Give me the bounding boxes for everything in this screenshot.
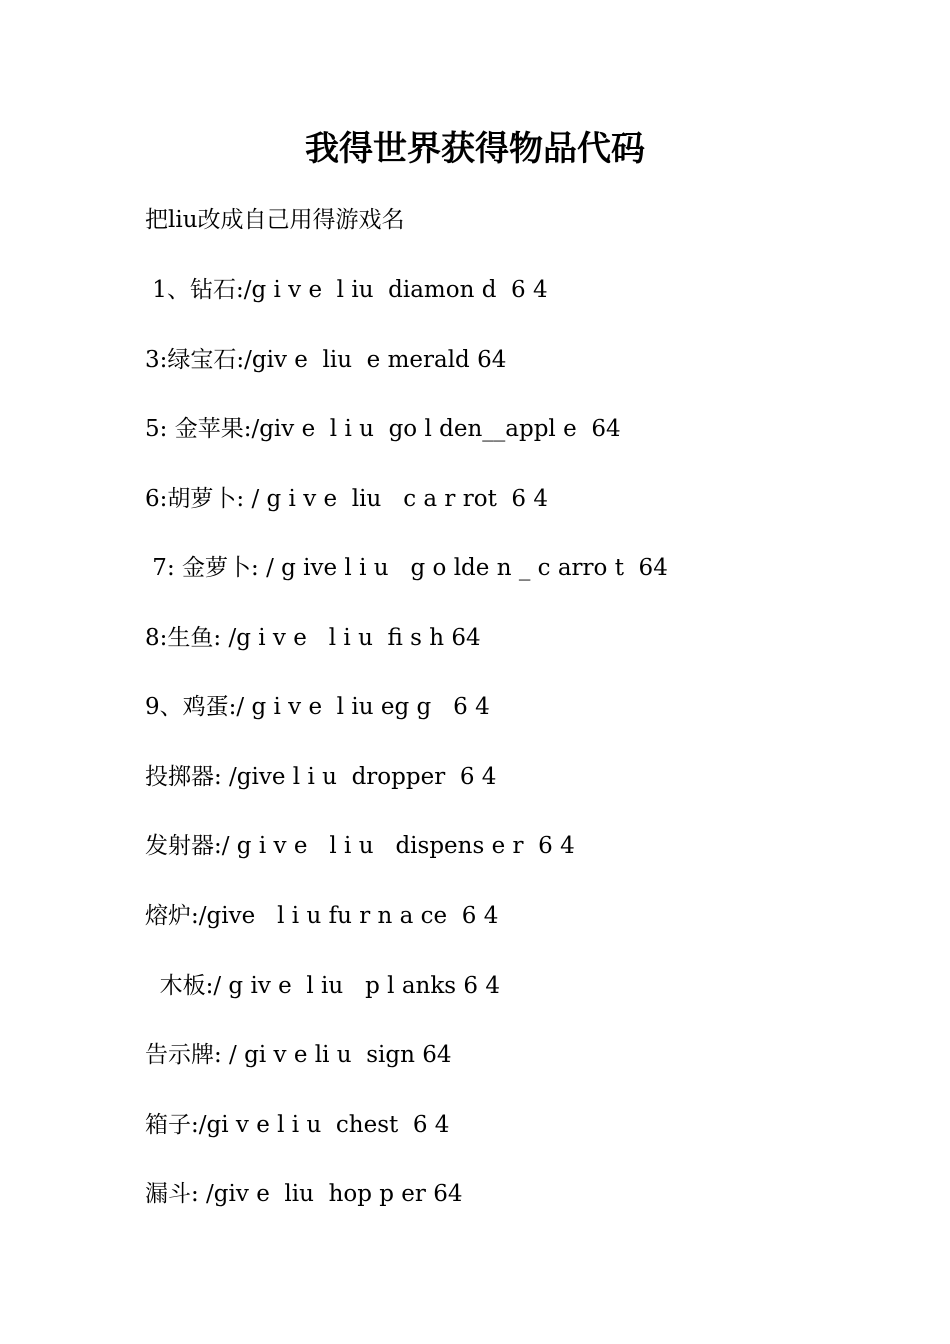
item-line-chest: 箱子:/gi v e l i u chest 6 4 — [145, 1112, 450, 1138]
item-line-emerald: 3:绿宝石:/giv e liu e merald 64 — [145, 347, 507, 373]
document-title: 我得世界获得物品代码 — [305, 129, 645, 169]
item-line-dispenser: 发射器:/ g i v e l i u dispens e r 6 4 — [145, 833, 575, 859]
item-line-furnace: 熔炉:/give l i u fu r n a ce 6 4 — [145, 903, 499, 929]
item-line-hopper: 漏斗: /giv e liu hop p er 64 — [145, 1181, 463, 1207]
item-line-diamond: 1、钻石:/g i v e l iu diamon d 6 4 — [145, 277, 548, 303]
item-line-egg: 9、鸡蛋:/ g i v e l iu eg g 6 4 — [145, 694, 490, 720]
item-line-planks: 木板:/ g iv e l iu p l anks 6 4 — [145, 973, 500, 999]
item-line-golden-apple: 5: 金苹果:/giv e l i u go l den__appl e 64 — [145, 416, 621, 442]
item-line-sign: 告示牌: / gi v e li u sign 64 — [145, 1042, 452, 1068]
item-line-golden-carrot: 7: 金萝卜: / g ive l i u g o lde n _ c arro t 64 — [145, 555, 668, 581]
intro-text: 把liu改成自己用得游戏名 — [145, 207, 405, 233]
item-line-dropper: 投掷器: /give l i u dropper 6 4 — [145, 764, 497, 790]
item-line-fish: 8:生鱼: /g i v e l i u fi s h 64 — [145, 625, 481, 651]
item-line-carrot: 6:胡萝卜: / g i v e liu c a r rot 6 4 — [145, 486, 549, 512]
